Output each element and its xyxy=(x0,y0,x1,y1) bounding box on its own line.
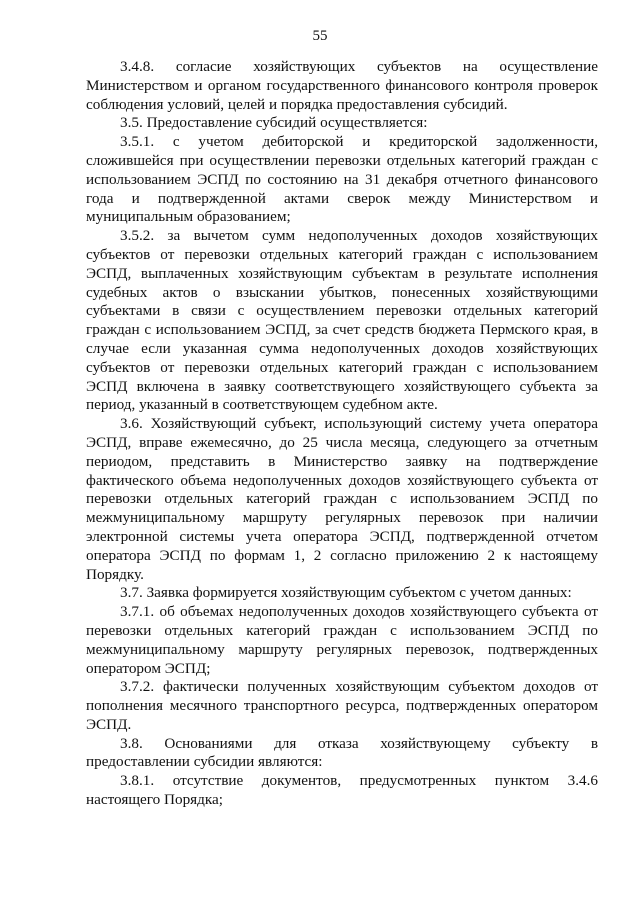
paragraph-3-7-1: 3.7.1. об объемах недополученных доходов хозяйствующего субъекта от перевозки отдельных категорий граждан с использованием ЭСПД по межмуниципальному маршруту регулярных перевозок, подтвержденных оператором ЭСПД; xyxy=(86,603,598,677)
paragraph-3-6: 3.6. Хозяйствующий субъект, использующий систему учета оператора ЭСПД, вправе ежемесячно, до 25 числа месяца, следующего за отчетным периодом, представить в Министерство заявку на подтверждение фактического объема недополученных доходов хозяйствующего субъекта от перевозки отдельных категорий граждан с использованием ЭСПД по межмуниципальному маршруту регулярных перевозок при наличии электронной системы учета оператора ЭСПД, подтвержденной отчетом оператора ЭСПД по формам 1, 2 согласно приложению 2 к настоящему Порядку. xyxy=(86,415,598,583)
page-number: 55 xyxy=(312,28,328,44)
document-body xyxy=(86,58,598,810)
paragraph-3-7: 3.7. Заявка формируется хозяйствующим субъектом с учетом данных: xyxy=(120,584,572,602)
paragraph-3-8: 3.8. Основаниями для отказа хозяйствующему субъекту в предоставлении субсидии являются: xyxy=(86,734,598,771)
paragraph-3-7-2: 3.7.2. фактически полученных хозяйствующим субъектом доходов от пополнения месячного транспортного ресурса, подтвержденных оператором ЭСПД. xyxy=(86,678,598,733)
paragraph-3-8-1: 3.8.1. отсутствие документов, предусмотренных пунктом 3.4.6 настоящего Порядка; xyxy=(86,772,598,809)
paragraph-3-5-1: 3.5.1. с учетом дебиторской и кредиторской задолженности, сложившейся при осуществлении перевозки отдельных категорий граждан с использованием ЭСПД по состоянию на 31 декабря отчетного финансового года и подтвержденной актами сверок между Министерством и муниципальным образованием; xyxy=(86,133,598,226)
paragraph-3-4-8: 3.4.8. согласие хозяйствующих субъектов на осуществление Министерством и органом государственного финансового контроля проверок соблюдения условий, целей и порядка предоставления субсидий. xyxy=(86,58,598,113)
paragraph-3-5: 3.5. Предоставление субсидий осуществляется: xyxy=(120,114,428,132)
paragraph-3-5-2: 3.5.2. за вычетом сумм недополученных доходов хозяйствующих субъектов от перевозки отдельных категорий граждан с использованием ЭСПД, выплаченных хозяйствующим субъектам в результате исполнения судебных актов о взыскании убытков, понесенных хозяйствующими субъектами в связи с осуществлением перевозки отдельных категорий граждан с использованием ЭСПД, за счет средств бюджета Пермского края, в случае если указанная сумма недополученных доходов хозяйствующих субъектов от перевозки отдельных категорий граждан с использованием ЭСПД включена в заявку соответствующего хозяйствующего субъекта за период, указанный в соответствующем судебном акте. xyxy=(86,227,598,414)
